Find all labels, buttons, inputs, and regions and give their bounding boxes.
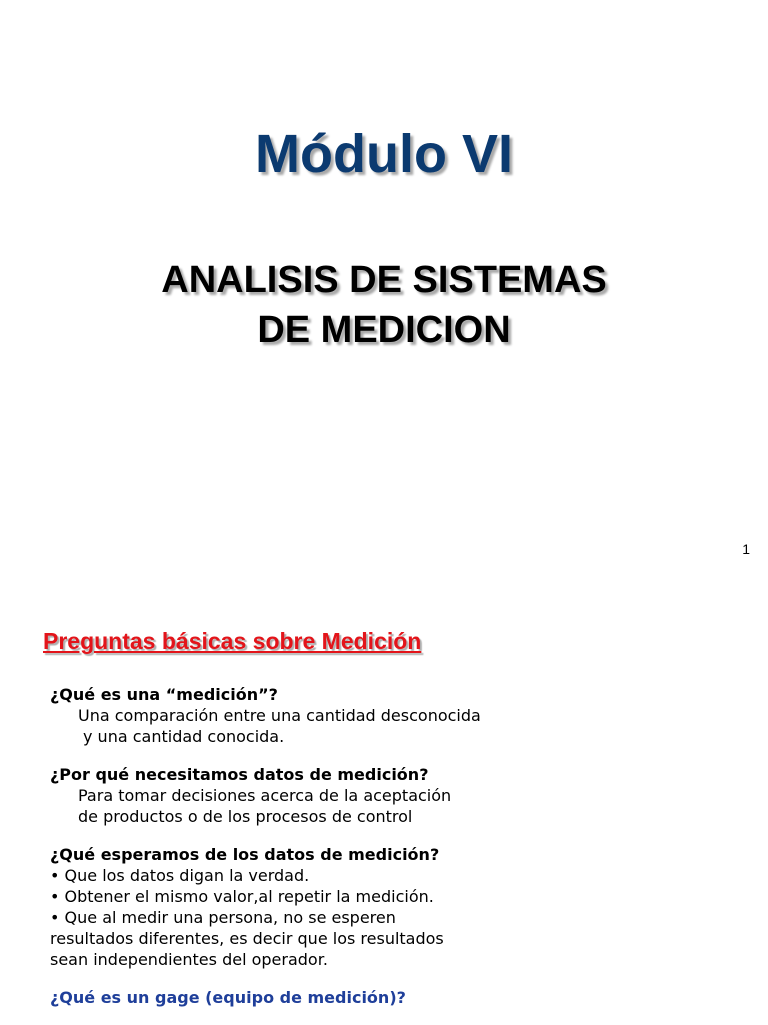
answer-2-line-2: de productos o de los procesos de control xyxy=(78,807,413,826)
slide-title: Módulo VI xyxy=(255,124,513,184)
question-block-2 xyxy=(50,764,750,827)
page-number: 1 xyxy=(742,541,750,557)
slide-2 xyxy=(0,576,768,1024)
question-2: ¿Por qué necesitamos datos de medición? xyxy=(50,765,429,784)
question-block-1 xyxy=(50,684,750,747)
question-3: ¿Qué esperamos de los datos de medición? xyxy=(50,845,440,864)
question-block-3 xyxy=(50,844,750,970)
bullet-3-cont-2: sean independientes del operador. xyxy=(50,950,328,969)
subtitle-line-2: DE MEDICION xyxy=(257,309,511,351)
bullet-3-cont-1: resultados diferentes, es decir que los resultados xyxy=(50,929,444,948)
bullet-2: • Obtener el mismo valor,al repetir la medición. xyxy=(50,887,434,906)
answer-1-line-1: Una comparación entre una cantidad desconocida xyxy=(78,706,481,725)
bullet-1: • Que los datos digan la verdad. xyxy=(50,866,310,885)
bullet-3: • Que al medir una persona, no se esperen xyxy=(50,908,396,927)
question-1: ¿Qué es una “medición”? xyxy=(50,685,278,704)
question-4: ¿Qué es un gage (equipo de medición)? xyxy=(50,988,406,1007)
answer-1-line-2: y una cantidad conocida. xyxy=(83,727,285,746)
answer-2-line-1: Para tomar decisiones acerca de la aceptación xyxy=(78,786,452,805)
subtitle-line-1: ANALISIS DE SISTEMAS xyxy=(161,259,607,301)
question-list xyxy=(50,684,750,1025)
section-heading: Preguntas básicas sobre Medición xyxy=(43,628,422,654)
slide-subtitle xyxy=(0,255,768,355)
question-block-4 xyxy=(50,987,750,1008)
